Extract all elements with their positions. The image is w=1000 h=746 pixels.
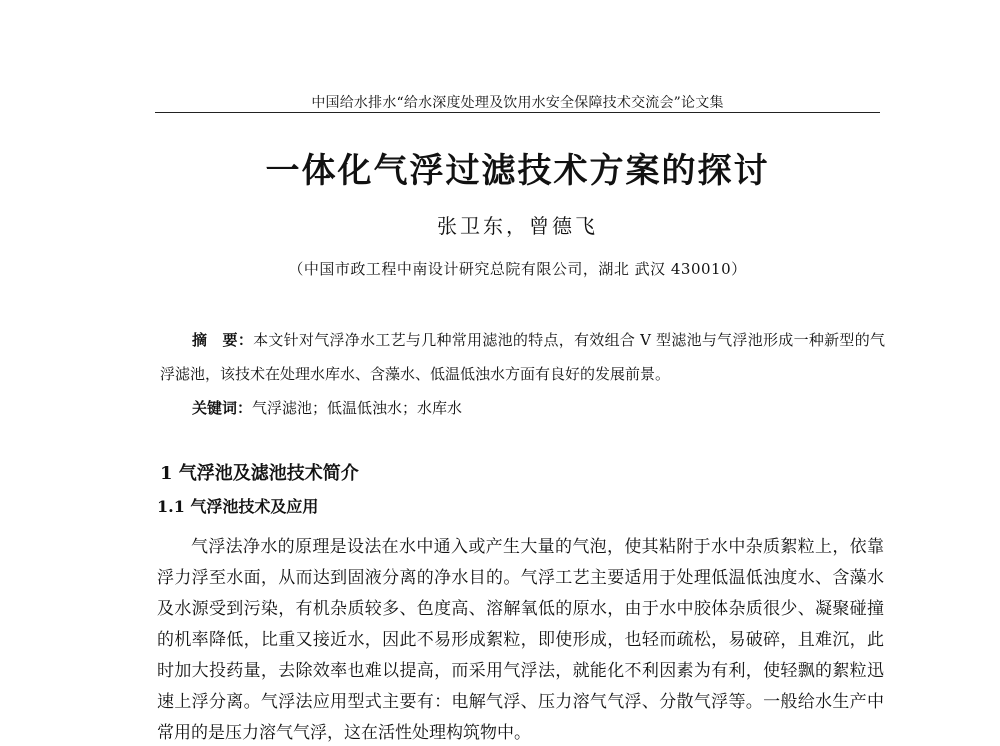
keywords: [192, 391, 882, 425]
keywords-label: 关键词：: [192, 399, 253, 417]
section-heading: 1 气浮池及滤池技术简介: [160, 463, 359, 484]
keywords-text: 气浮滤池；低温低浊水；水库水: [252, 399, 463, 417]
header-rule: [155, 112, 880, 113]
body-paragraph: 气浮法净水的原理是设法在水中通入或产生大量的气泡，使其粘附于水中杂质絮粒上，依靠浮力浮至水面，从而达到固液分离的净水目的。气浮工艺主要适用于处理低温低浊度水、含藻水及水源受到污染，有机杂质较多、色度高、溶解氧低的原水，由于水中胶体杂质很少、凝聚碰撞的机率降低，比重又接近水，因此不易形成絮粒，即使形成，也轻而疏松，易破碎，且难沉，此时加大投药量，去除效率也难以提高，而采用气浮法，就能化不利因素为有利，使轻飘的絮粒迅速上浮分离。气浮法应用型式主要有：电解气浮、压力溶气气浮、分散气浮等。一般给水生产中常用的是压力溶气气浮，这在活性处理构筑物中。: [157, 537, 884, 743]
subsection-heading: 1.1 气浮池技术及应用: [157, 497, 319, 516]
abstract: [160, 323, 885, 391]
running-header: 中国给水排水“给水深度处理及饮用水安全保障技术交流会”论文集: [311, 95, 724, 111]
affiliation: （中国市政工程中南设计研究总院有限公司，湖北 武汉 430010）: [288, 260, 747, 278]
paper-title: 一体化气浮过滤技术方案的探讨: [265, 151, 770, 191]
abstract-label: 摘 要：: [192, 331, 254, 349]
abstract-text: 本文针对气浮净水工艺与几种常用滤池的特点，有效组合 V 型滤池与气浮池形成一种新型的气浮滤池，该技术在处理水库水、含藻水、低温低浊水方面有良好的发展前景。: [160, 331, 885, 383]
authors: 张卫东，曾德飞: [437, 214, 598, 238]
